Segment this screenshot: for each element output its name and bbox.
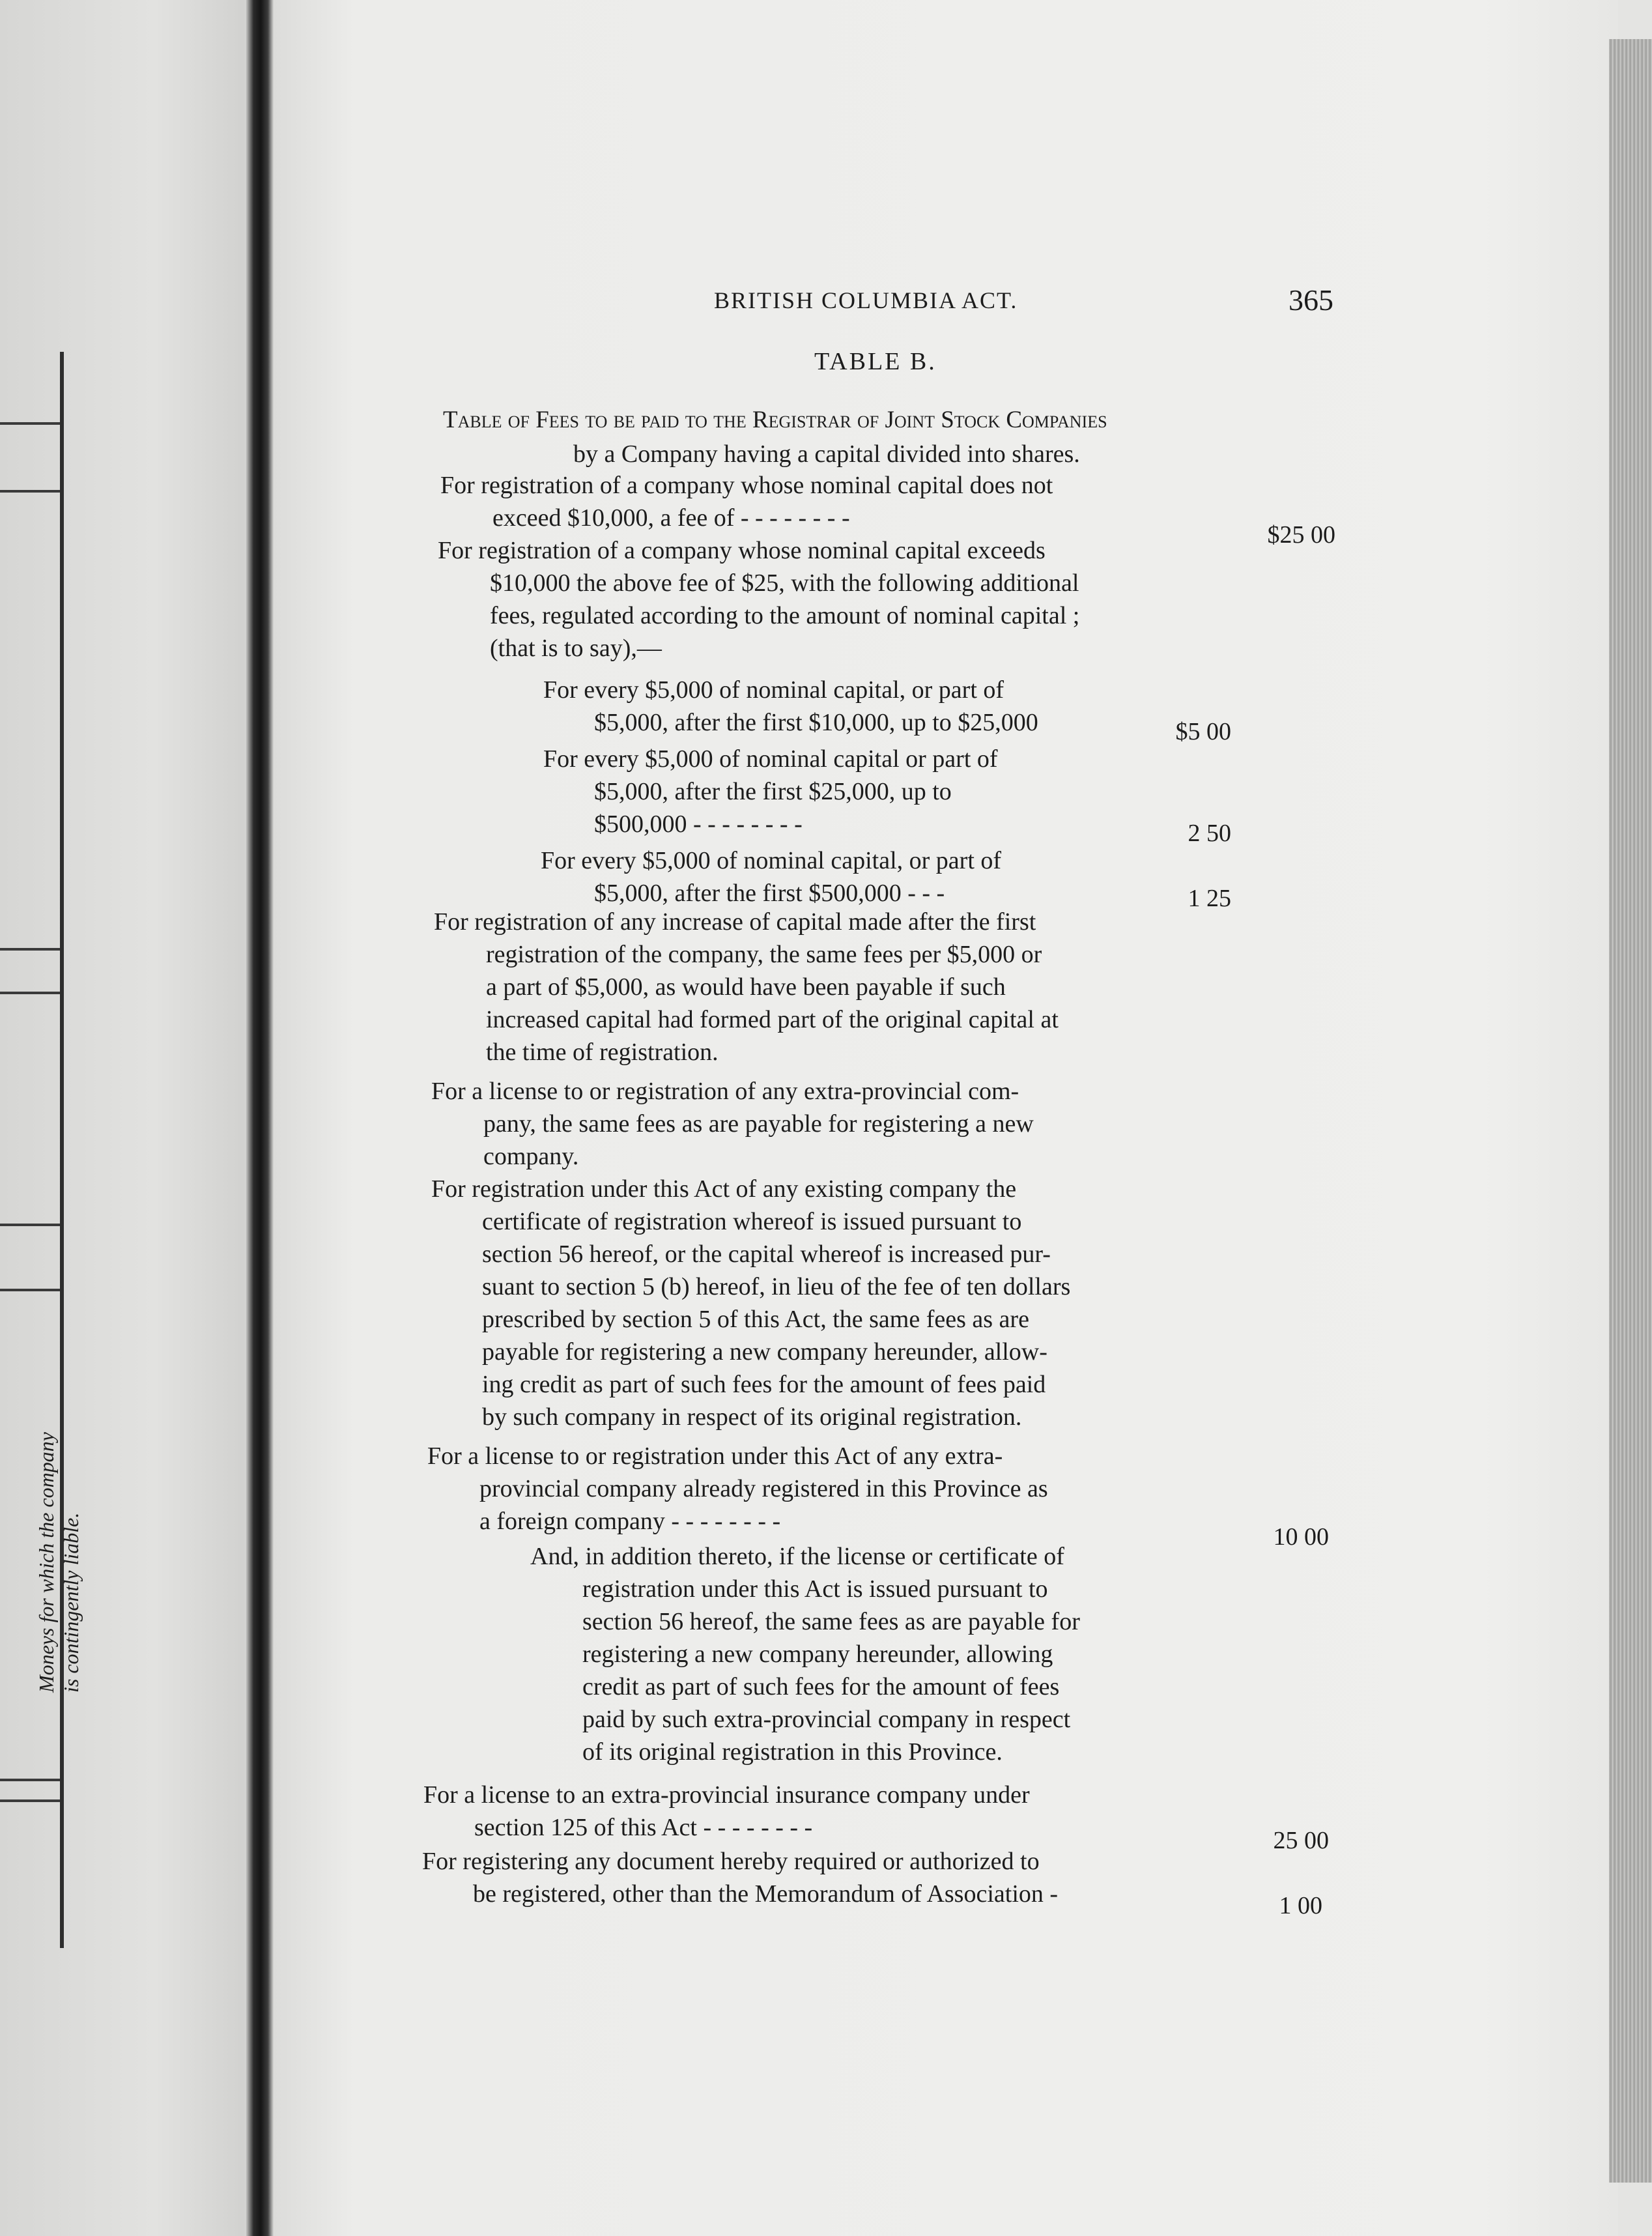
caption-line: Table of Fees to be paid to the Registrar of Joint Stock Companies [443,407,1107,433]
addition-line: And, in addition thereto, if the license or certificate of [530,1543,1064,1570]
caption-line: by a Company having a capital divided into shares. [573,440,1080,468]
entry-line: fees, regulated according to the amount of nominal capital ; [490,602,1080,629]
book-gutter [245,0,274,2236]
entry-line: prescribed by section 5 of this Act, the same fees as are [482,1306,1029,1333]
margin-tick [0,1224,60,1226]
sub-entry-line: $500,000 - - - - - - - - [594,810,803,838]
entry-line: For registration of any increase of capital made after the first [434,908,1036,936]
margin-tick [0,1289,60,1291]
margin-note: Moneys for which the company is contingently liable. [35,1432,83,1693]
addition-line: of its original registration in this Province. [582,1738,1003,1766]
fee-amount: $5 00 [1175,718,1231,745]
sub-entry-line: For every $5,000 of nominal capital, or part of [541,847,1002,874]
entry-line: provincial company already registered in this Province as [479,1475,1048,1502]
margin-tick [0,1799,60,1802]
margin-rule [60,352,64,1948]
entry-line: suant to section 5 (b) hereof, in lieu of the fee of ten dollars [482,1273,1071,1300]
table-title: TABLE B. [814,348,937,375]
addition-line: credit as part of such fees for the amount of fees [582,1673,1060,1700]
entry-line: For a license to an extra-provincial insurance company under [423,1781,1030,1809]
margin-tick [0,948,60,951]
left-page [0,0,258,2236]
fee-amount: $25 00 [1267,521,1335,549]
sub-entry-line: $5,000, after the first $25,000, up to [594,778,952,805]
fee-amount: 2 50 [1188,820,1231,847]
running-title: BRITISH COLUMBIA ACT. [714,287,1018,313]
fee-amount: 1 25 [1188,885,1231,912]
entry-line: company. [483,1143,579,1170]
entry-line: For registration under this Act of any existing company the [431,1175,1017,1203]
entry-line: the time of registration. [486,1039,719,1066]
fee-amount: 25 00 [1273,1827,1329,1854]
addition-line: paid by such extra-provincial company in respect [582,1706,1071,1733]
entry-line: For a license to or registration under this Act of any extra- [427,1442,1003,1470]
entry-line: exceed $10,000, a fee of - - - - - - - - [492,504,850,532]
entry-line: certificate of registration whereof is issued pursuant to [482,1208,1022,1235]
entry-line: ing credit as part of such fees for the amount of fees paid [482,1371,1046,1398]
margin-tick [0,1779,60,1781]
page-edges [1609,39,1652,2183]
entry-line: registration of the company, the same fees per $5,000 or [486,941,1042,968]
entry-line: section 56 hereof, or the capital whereof is increased pur- [482,1240,1051,1268]
entry-line: a foreign company - - - - - - - - [479,1508,781,1535]
entry-line: increased capital had formed part of the original capital at [486,1006,1059,1033]
entry-line: a part of $5,000, as would have been payable if such [486,973,1006,1001]
entry-line: section 125 of this Act - - - - - - - - [474,1814,813,1841]
sub-entry-line: For every $5,000 of nominal capital, or part of [543,676,1004,704]
sub-entry-line: For every $5,000 of nominal capital or part of [543,745,998,773]
margin-tick [0,490,60,493]
fee-amount: 1 00 [1279,1892,1322,1919]
addition-line: registration under this Act is issued pursuant to [582,1575,1048,1603]
addition-line: registering a new company hereunder, allowing [582,1641,1053,1668]
margin-tick [0,992,60,994]
entry-line: For registering any document hereby required or authorized to [422,1848,1040,1875]
entry-line: $10,000 the above fee of $25, with the following additional [490,569,1079,597]
entry-line: be registered, other than the Memorandum of Association - [473,1880,1059,1908]
sub-entry-line: $5,000, after the first $10,000, up to $25,000 [594,709,1038,736]
entry-line: For a license to or registration of any extra-provincial com- [431,1078,1019,1105]
page-number: 365 [1289,283,1333,317]
addition-line: section 56 hereof, the same fees as are payable for [582,1608,1080,1635]
sub-entry-line: $5,000, after the first $500,000 - - - [594,880,945,907]
fee-amount: 10 00 [1273,1523,1329,1551]
entry-line: by such company in respect of its original registration. [482,1403,1022,1431]
margin-tick [0,422,60,425]
entry-line: For registration of a company whose nominal capital does not [440,472,1053,499]
entry-line: pany, the same fees as are payable for registering a new [483,1110,1034,1138]
entry-line: payable for registering a new company hereunder, allow- [482,1338,1047,1366]
entry-line: For registration of a company whose nominal capital exceeds [438,537,1046,564]
entry-line: (that is to say),— [490,635,662,662]
